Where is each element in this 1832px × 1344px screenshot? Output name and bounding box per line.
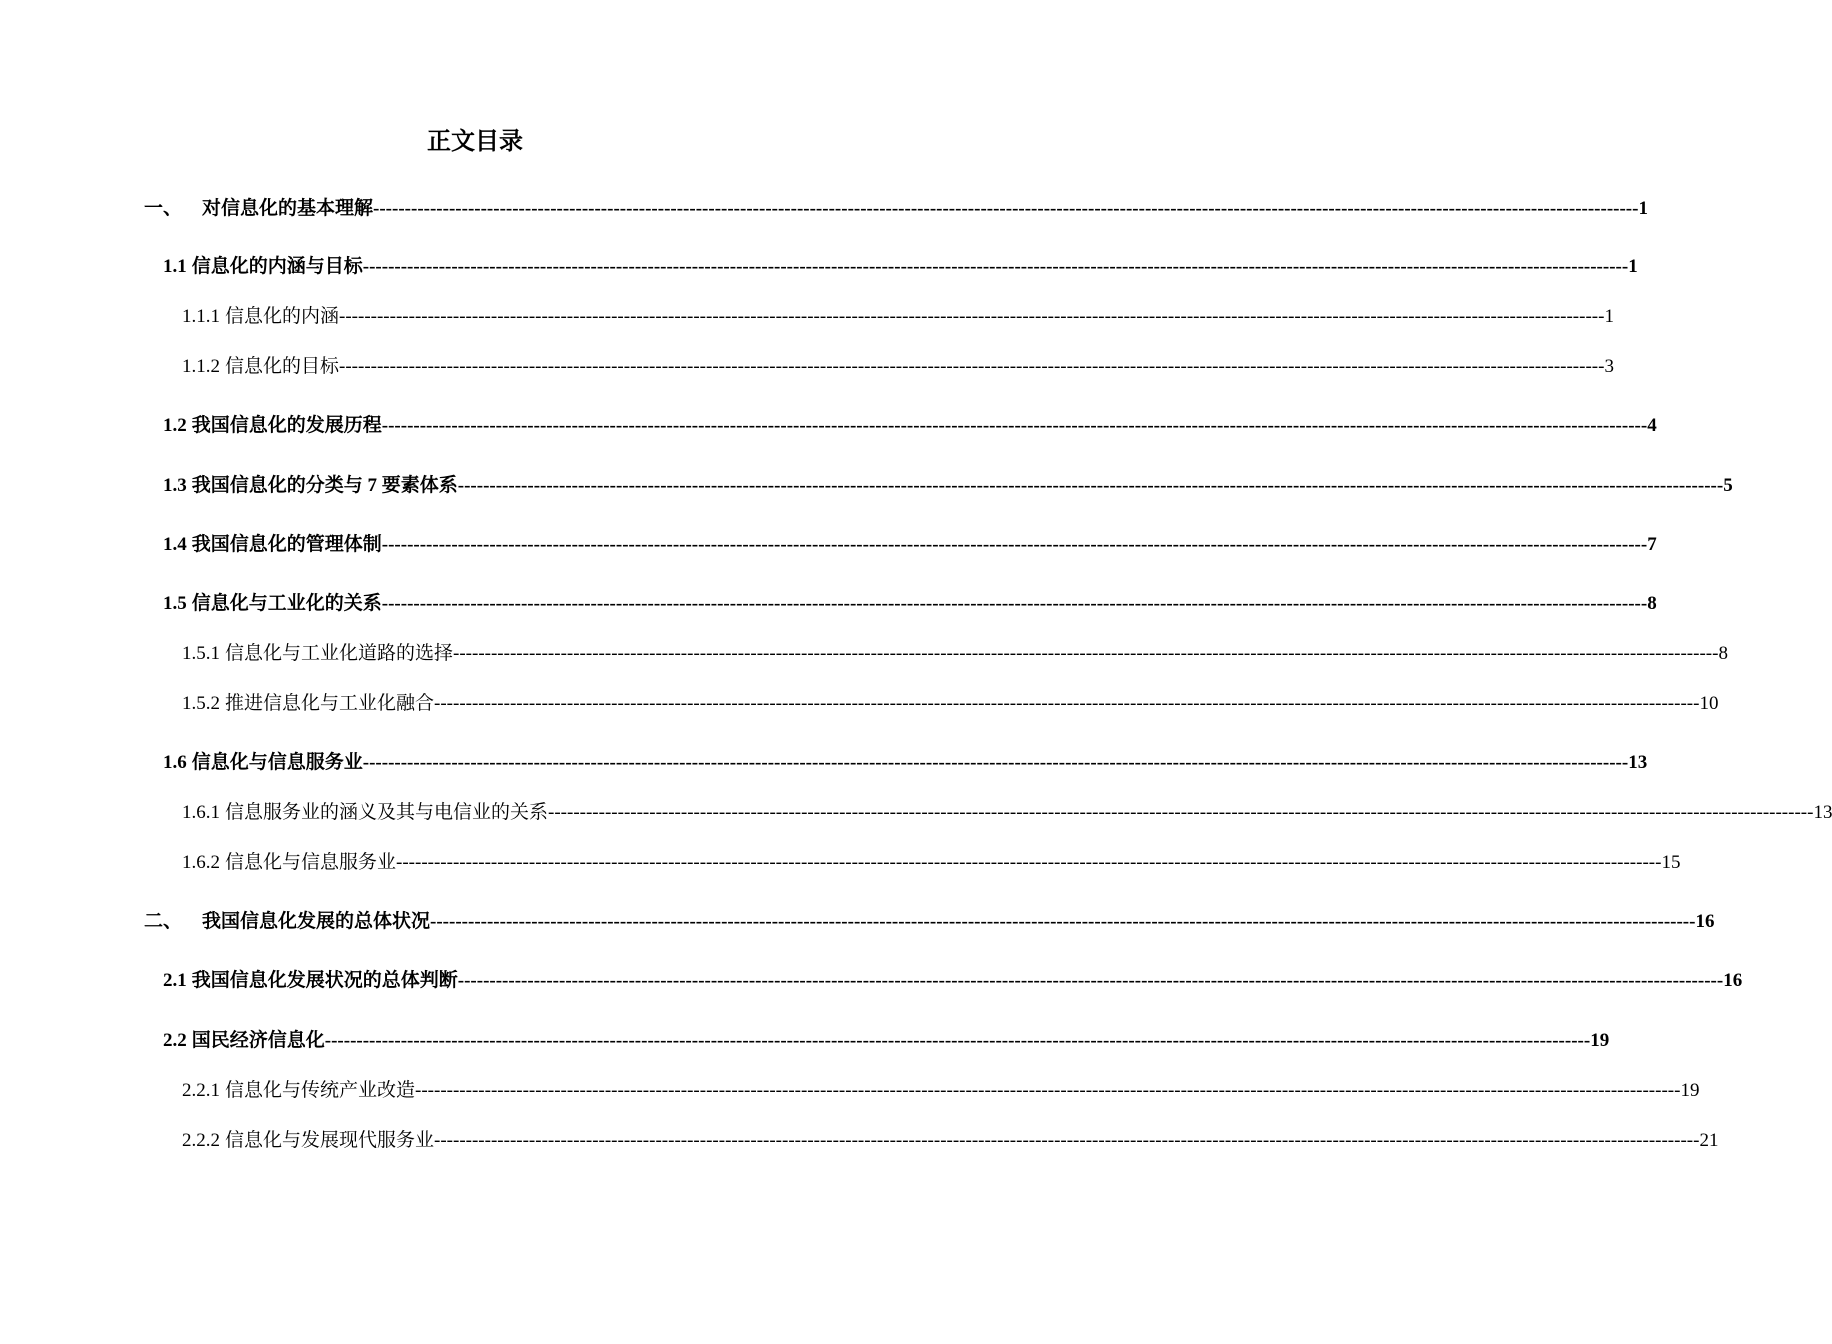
toc-page-number: 7 bbox=[1647, 534, 1657, 555]
toc-entry-number: 2.2.2 bbox=[182, 1130, 220, 1151]
toc-page-number: 16 bbox=[1723, 970, 1743, 991]
toc-entry[interactable] bbox=[163, 1025, 1610, 1057]
toc-entry-text: 信息化与工业化道路的选择 bbox=[225, 643, 454, 664]
toc-leader: -------------------------------------------------------------------------------------------------------------------------------------------------------------------------------------------------------- bbox=[396, 852, 1662, 873]
toc-entry-text: 信息服务业的涵义及其与电信业的关系 bbox=[225, 802, 549, 823]
toc-leader: -------------------------------------------------------------------------------------------------------------------------------------------------------------------------------------------------------- bbox=[324, 1030, 1591, 1051]
toc-entry-text: 信息化与信息服务业 bbox=[191, 752, 363, 773]
toc-entry-text: 信息化与工业化的关系 bbox=[191, 593, 382, 614]
toc-entry-number: 2.2 bbox=[163, 1030, 187, 1051]
toc-entry-text: 信息化的目标 bbox=[225, 356, 340, 377]
toc-entry[interactable] bbox=[144, 193, 1648, 225]
toc-entry-text: 我国信息化的发展历程 bbox=[191, 415, 382, 436]
toc-entry-text: 信息化与信息服务业 bbox=[225, 852, 397, 873]
toc-leader: -------------------------------------------------------------------------------------------------------------------------------------------------------------------------------------------------------- bbox=[453, 643, 1719, 664]
toc-leader: -------------------------------------------------------------------------------------------------------------------------------------------------------------------------------------------------------- bbox=[339, 306, 1605, 327]
toc-page-number: 19 bbox=[1680, 1080, 1700, 1101]
toc-entry-number: 1.6 bbox=[163, 752, 187, 773]
toc-page-number: 5 bbox=[1723, 475, 1733, 496]
toc-entry-number: 2.2.1 bbox=[182, 1080, 220, 1101]
toc-entry-text: 信息化的内涵 bbox=[225, 306, 340, 327]
toc-entry[interactable] bbox=[182, 1125, 1719, 1157]
toc-leader: -------------------------------------------------------------------------------------------------------------------------------------------------------------------------------------------------------- bbox=[457, 970, 1724, 991]
toc-entry[interactable] bbox=[182, 351, 1614, 383]
toc-entry-number: 1.6.2 bbox=[182, 852, 220, 873]
toc-entry-text: 信息化与传统产业改造 bbox=[225, 1080, 416, 1101]
toc-title: 正文目录 bbox=[427, 129, 523, 155]
toc-leader: -------------------------------------------------------------------------------------------------------------------------------------------------------------------------------------------------------- bbox=[434, 1130, 1700, 1151]
toc-entry[interactable] bbox=[163, 588, 1657, 620]
toc-leader: -------------------------------------------------------------------------------------------------------------------------------------------------------------------------------------------------------- bbox=[548, 802, 1814, 823]
toc-entry-text: 我国信息化发展的总体状况 bbox=[202, 911, 431, 932]
toc-entry-number: 2.1 bbox=[163, 970, 187, 991]
toc-page-number: 21 bbox=[1699, 1130, 1719, 1151]
toc-leader: -------------------------------------------------------------------------------------------------------------------------------------------------------------------------------------------------------- bbox=[339, 356, 1605, 377]
toc-leader: -------------------------------------------------------------------------------------------------------------------------------------------------------------------------------------------------------- bbox=[381, 593, 1648, 614]
toc-page-number: 15 bbox=[1661, 852, 1681, 873]
toc-page-number: 3 bbox=[1604, 356, 1614, 377]
toc-entry[interactable] bbox=[163, 470, 1733, 502]
toc-page-number: 8 bbox=[1647, 593, 1657, 614]
toc-entry[interactable] bbox=[182, 797, 1832, 829]
toc-entry-number: 1.3 bbox=[163, 475, 187, 496]
toc-entry-text: 信息化的内涵与目标 bbox=[191, 256, 363, 277]
toc-leader: -------------------------------------------------------------------------------------------------------------------------------------------------------------------------------------------------------- bbox=[381, 415, 1648, 436]
toc-page-number: 4 bbox=[1647, 415, 1657, 436]
toc-entry[interactable] bbox=[182, 638, 1728, 670]
toc-entry-text: 国民经济信息化 bbox=[191, 1030, 325, 1051]
toc-entry[interactable] bbox=[163, 529, 1657, 561]
toc-entry[interactable] bbox=[182, 847, 1681, 879]
toc-entry[interactable] bbox=[182, 1075, 1700, 1107]
toc-entry[interactable] bbox=[163, 747, 1648, 779]
toc-entry[interactable] bbox=[144, 906, 1715, 938]
toc-page-number: 19 bbox=[1590, 1030, 1610, 1051]
toc-leader: -------------------------------------------------------------------------------------------------------------------------------------------------------------------------------------------------------- bbox=[434, 693, 1700, 714]
toc-page-number: 13 bbox=[1628, 752, 1648, 773]
toc-leader: -------------------------------------------------------------------------------------------------------------------------------------------------------------------------------------------------------- bbox=[430, 911, 1696, 932]
toc-entry-number: 1.5.2 bbox=[182, 693, 220, 714]
toc-page-number: 1 bbox=[1628, 256, 1638, 277]
toc-page-number: 13 bbox=[1813, 802, 1832, 823]
toc-entry-text: 我国信息化的分类与 7 要素体系 bbox=[191, 475, 458, 496]
toc-entry-number: 1.5.1 bbox=[182, 643, 220, 664]
toc-leader: -------------------------------------------------------------------------------------------------------------------------------------------------------------------------------------------------------- bbox=[457, 475, 1724, 496]
toc-page-number: 8 bbox=[1718, 643, 1728, 664]
toc-entry[interactable] bbox=[163, 251, 1638, 283]
toc-entry-text: 推进信息化与工业化融合 bbox=[225, 693, 435, 714]
toc-page-number: 1 bbox=[1604, 306, 1614, 327]
toc-leader: -------------------------------------------------------------------------------------------------------------------------------------------------------------------------------------------------------- bbox=[362, 256, 1629, 277]
toc-entry-text: 对信息化的基本理解 bbox=[202, 198, 374, 219]
toc-entry-number: 1.1.2 bbox=[182, 356, 220, 377]
toc-entry[interactable] bbox=[182, 301, 1614, 333]
toc-entry-number: 1.1 bbox=[163, 256, 187, 277]
toc-entry-number: 1.6.1 bbox=[182, 802, 220, 823]
toc-leader: -------------------------------------------------------------------------------------------------------------------------------------------------------------------------------------------------------- bbox=[362, 752, 1629, 773]
toc-entry-number: 1.2 bbox=[163, 415, 187, 436]
toc-entry-number: 1.1.1 bbox=[182, 306, 220, 327]
toc-leader: -------------------------------------------------------------------------------------------------------------------------------------------------------------------------------------------------------- bbox=[373, 198, 1639, 219]
toc-entry-number: 1.4 bbox=[163, 534, 187, 555]
toc-page-number: 10 bbox=[1699, 693, 1719, 714]
toc-entry-text: 信息化与发展现代服务业 bbox=[225, 1130, 435, 1151]
toc-page-number: 1 bbox=[1638, 198, 1648, 219]
toc-entry[interactable] bbox=[163, 965, 1743, 997]
toc-entry-number: 二、 bbox=[144, 911, 183, 932]
toc-entry-number: 1.5 bbox=[163, 593, 187, 614]
toc-entry-text: 我国信息化发展状况的总体判断 bbox=[191, 970, 458, 991]
toc-entry-number: 一、 bbox=[144, 198, 183, 219]
toc-page-number: 16 bbox=[1695, 911, 1715, 932]
toc-leader: -------------------------------------------------------------------------------------------------------------------------------------------------------------------------------------------------------- bbox=[415, 1080, 1681, 1101]
toc-entry-text: 我国信息化的管理体制 bbox=[191, 534, 382, 555]
toc-entry[interactable] bbox=[182, 688, 1719, 720]
toc-leader: -------------------------------------------------------------------------------------------------------------------------------------------------------------------------------------------------------- bbox=[381, 534, 1648, 555]
toc-entry[interactable] bbox=[163, 410, 1657, 442]
